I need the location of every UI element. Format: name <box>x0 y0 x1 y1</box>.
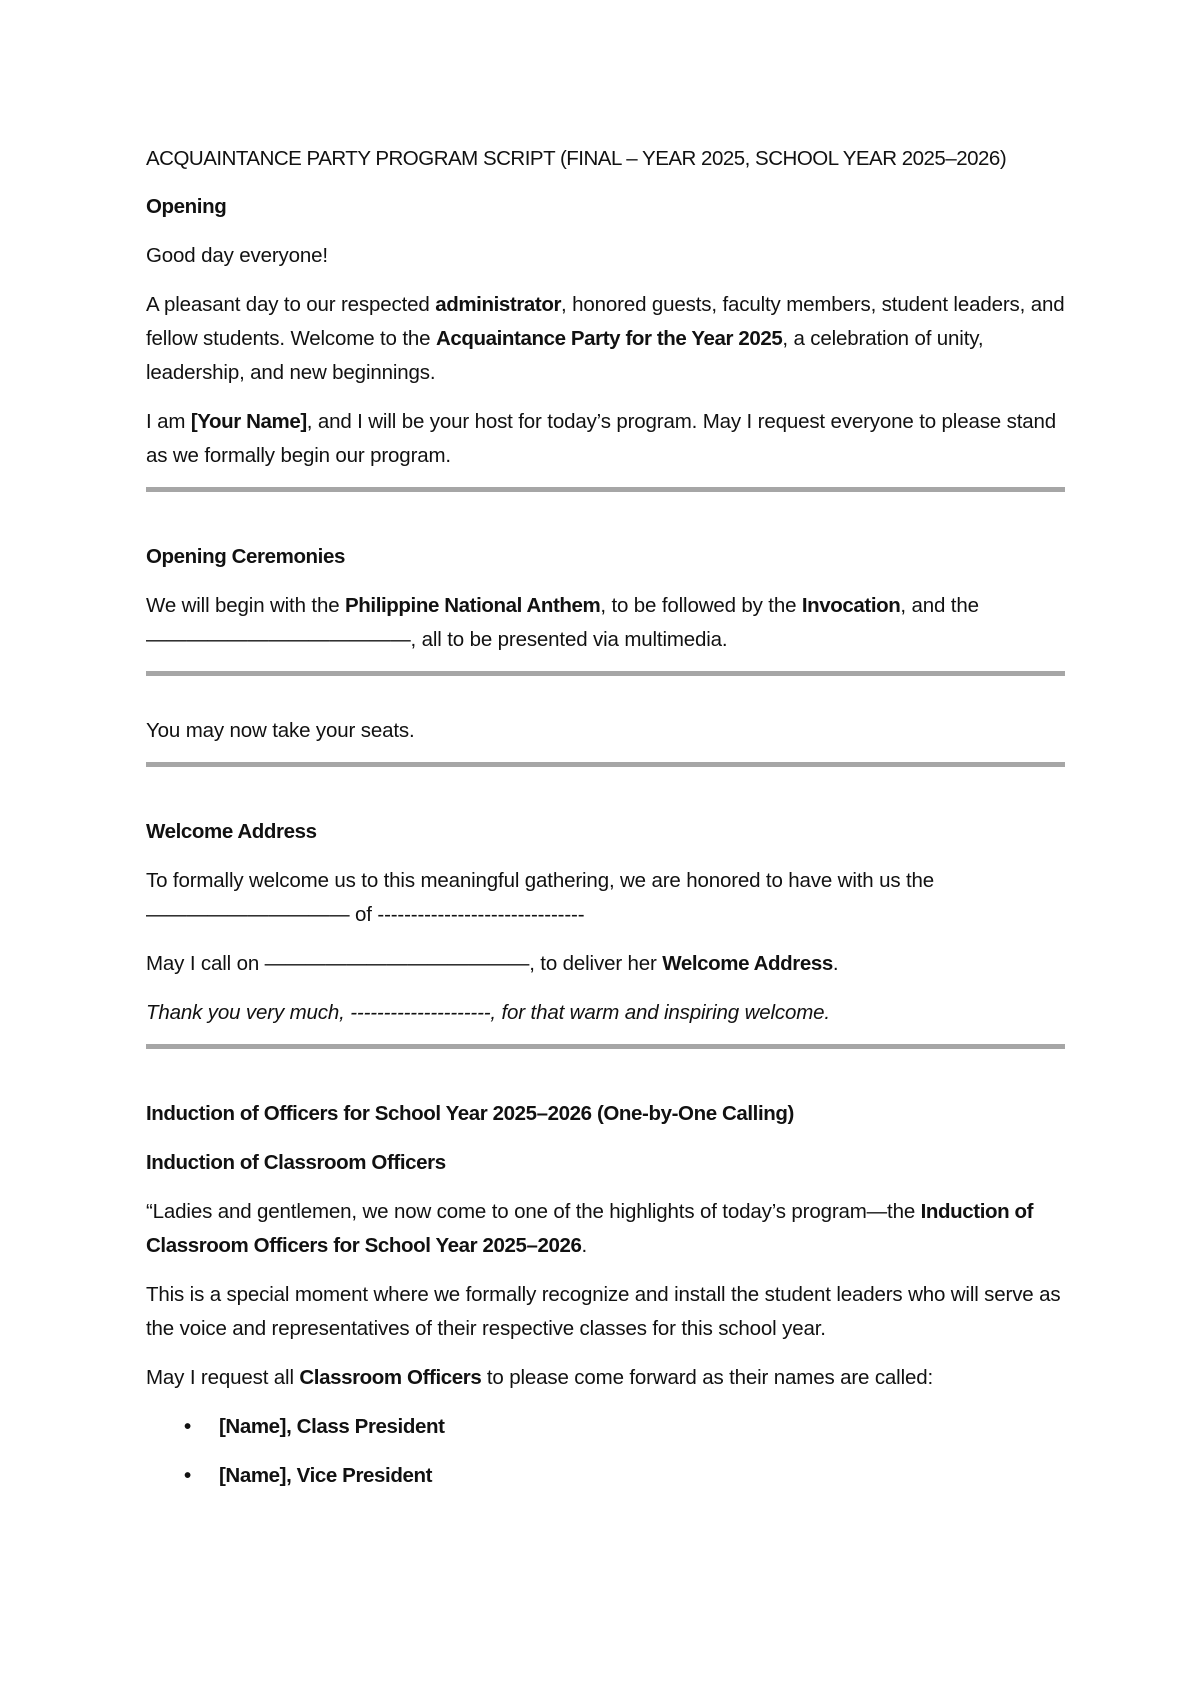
opening-greeting: Good day everyone! <box>146 244 328 267</box>
welcome-address-paragraph-1: To formally welcome us to this meaningful gathering, we are honored to have with us the —————————— of ------------------------------- <box>146 869 935 926</box>
officer-list <box>146 1410 1066 1493</box>
opening-ceremonies-paragraph: We will begin with the Philippine National Anthem, to be followed by the Invocation, and the —————————————, all to be presented via multimedia. <box>146 594 979 651</box>
document-title: ACQUAINTANCE PARTY PROGRAM SCRIPT (FINAL – YEAR 2025, SCHOOL YEAR 2025–2026) <box>146 147 1007 170</box>
welcome-address-paragraph-2: May I call on —————————————, to deliver her Welcome Address. <box>146 952 839 975</box>
bullet-icon: • <box>184 1464 191 1487</box>
induction-subheading: Induction of Classroom Officers <box>146 1151 446 1174</box>
welcome-address-heading: Welcome Address <box>146 820 317 843</box>
induction-heading: Induction of Officers for School Year 2025–2026 (One-by-One Calling) <box>146 1102 794 1125</box>
document-page <box>146 142 1066 1508</box>
bullet-icon: • <box>184 1415 191 1438</box>
welcome-address-thanks: Thank you very much, ---------------------, for that warm and inspiring welcome. <box>146 1001 830 1024</box>
opening-paragraph-2: I am [Your Name], and I will be your host for today’s program. May I request everyone to please stand as we formally begin our program. <box>146 410 1056 467</box>
opening-heading: Opening <box>146 195 227 218</box>
opening-ceremonies-heading: Opening Ceremonies <box>146 545 345 568</box>
take-seats-text: You may now take your seats. <box>146 719 415 742</box>
induction-paragraph-2: This is a special moment where we formally recognize and install the student leaders who will serve as the voice and representatives of their respective classes for this school year. <box>146 1283 1061 1340</box>
opening-paragraph-1: A pleasant day to our respected administrator, honored guests, faculty members, student leaders, and fellow students. Welcome to the Acquaintance Party for the Year 2025, a celebration of unity, leadership, and new beginnings. <box>146 293 1065 384</box>
list-item: • [Name], Class President <box>146 1410 1066 1444</box>
list-item: • [Name], Vice President <box>146 1459 1066 1493</box>
induction-paragraph-3: May I request all Classroom Officers to please come forward as their names are called: <box>146 1366 934 1389</box>
induction-paragraph-1: “Ladies and gentlemen, we now come to one of the highlights of today’s program—the Induction of Classroom Officers for School Year 2025–2026. <box>146 1200 1034 1257</box>
